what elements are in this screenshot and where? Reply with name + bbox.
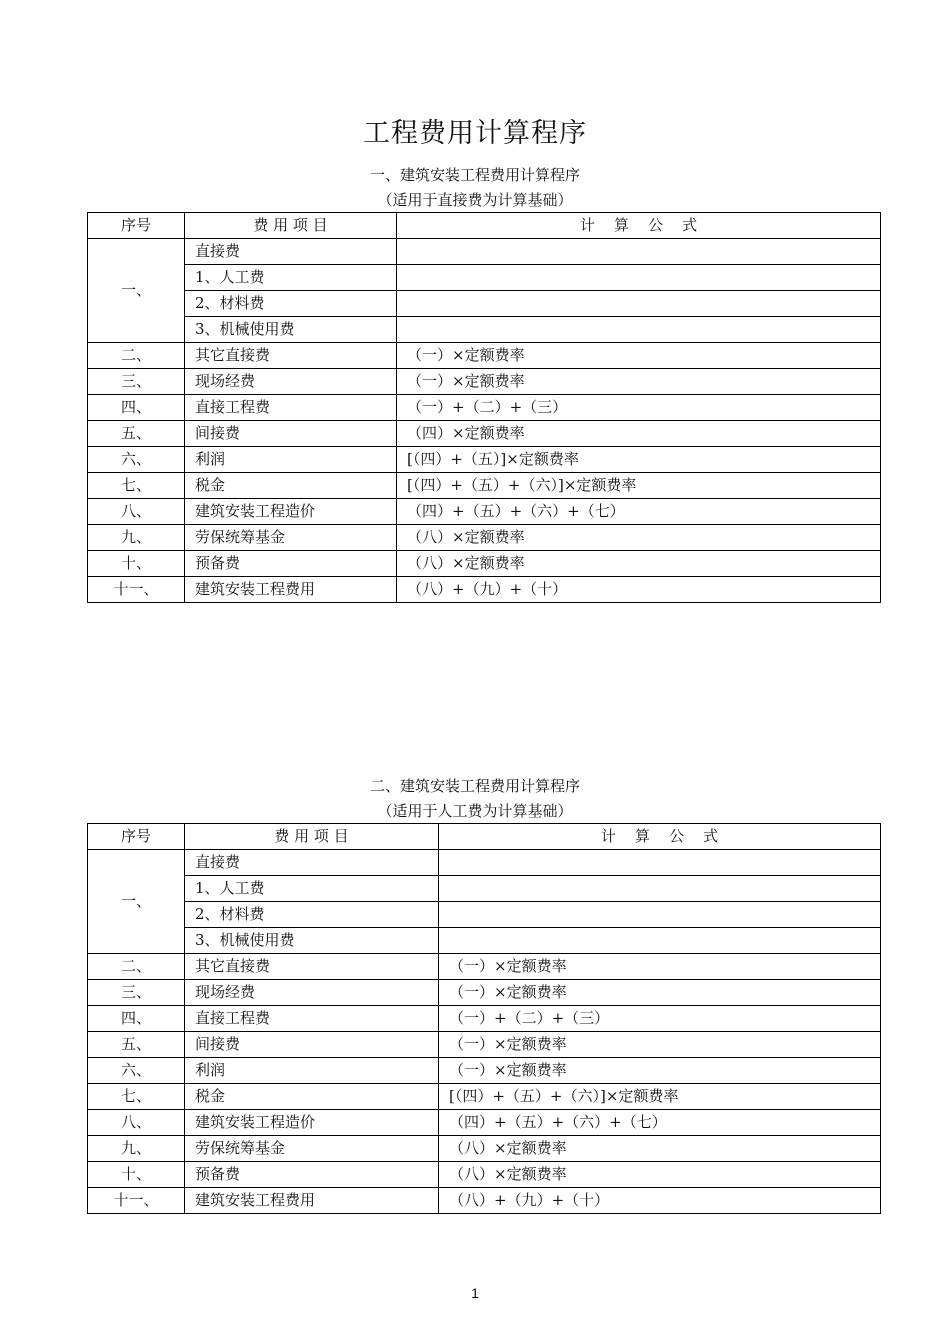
row-formula: [439, 902, 881, 928]
row-formula: （一）×定额费率: [397, 343, 881, 369]
table-row: [88, 1136, 881, 1162]
table-row: [88, 850, 881, 876]
row-formula: （一）×定额费率: [439, 1058, 881, 1084]
table-row: [88, 1162, 881, 1188]
row-item: 2、材料费: [185, 902, 439, 928]
section2-note: （适用于人工费为计算基础）: [377, 802, 573, 820]
row-item: 税金: [185, 1084, 439, 1110]
table-row: [88, 980, 881, 1006]
table-row: [88, 577, 881, 603]
row-item: 预备费: [185, 551, 397, 577]
row-formula: （一）+（二）+（三）: [397, 395, 881, 421]
col-header-formula: 计 算 公 式: [397, 213, 881, 239]
col-header-item: 费 用 项 目: [185, 824, 439, 850]
row-item: 1、人工费: [185, 265, 397, 291]
table-row: [88, 317, 881, 343]
row-seq: 七、: [88, 473, 185, 499]
table-row: [88, 1110, 881, 1136]
row-formula: [（四）+（五）+（六）]×定额费率: [439, 1084, 881, 1110]
row-formula: （八）+（九）+（十）: [397, 577, 881, 603]
row-item: 利润: [185, 1058, 439, 1084]
table-row: [88, 1058, 881, 1084]
row-item: 3、机械使用费: [185, 317, 397, 343]
row-item: 现场经费: [185, 369, 397, 395]
row-formula: [397, 265, 881, 291]
page-number: 1: [471, 1285, 479, 1301]
row-item: 建筑安装工程造价: [185, 499, 397, 525]
row-seq: 三、: [88, 980, 185, 1006]
header-row: [88, 824, 881, 850]
table-row: [88, 928, 881, 954]
row-item: 直接费: [185, 239, 397, 265]
table-row: [88, 291, 881, 317]
row-formula: [439, 928, 881, 954]
row-seq: 八、: [88, 1110, 185, 1136]
row-seq: 七、: [88, 1084, 185, 1110]
row-seq: 五、: [88, 1032, 185, 1058]
row-formula: （八）+（九）+（十）: [439, 1188, 881, 1214]
row-item: 利润: [185, 447, 397, 473]
row-item: 劳保统筹基金: [185, 525, 397, 551]
table-row: [88, 447, 881, 473]
table-row: [88, 876, 881, 902]
table-row: [88, 239, 881, 265]
row-seq: 九、: [88, 525, 185, 551]
row-seq: 一、: [88, 239, 185, 343]
row-formula: [（四）+（五）]×定额费率: [397, 447, 881, 473]
row-formula: （一）×定额费率: [439, 954, 881, 980]
section1-heading: 一、建筑安装工程费用计算程序: [369, 166, 580, 184]
row-seq: 十一、: [88, 577, 185, 603]
row-formula: [439, 850, 881, 876]
row-formula: （四）+（五）+（六）+（七）: [397, 499, 881, 525]
row-seq: 二、: [88, 954, 185, 980]
row-item: 间接费: [185, 1032, 439, 1058]
row-seq: 四、: [88, 1006, 185, 1032]
table-row: [88, 343, 881, 369]
table-row: [88, 551, 881, 577]
table-row: [88, 369, 881, 395]
row-item: 建筑安装工程费用: [185, 577, 397, 603]
row-formula: （一）×定额费率: [397, 369, 881, 395]
row-seq: 十、: [88, 1162, 185, 1188]
row-formula: [439, 876, 881, 902]
row-item: 劳保统筹基金: [185, 1136, 439, 1162]
section2-table: [87, 823, 881, 1214]
page-title: 工程费用计算程序: [363, 118, 587, 149]
section1-table: [87, 212, 881, 603]
table-row: [88, 1188, 881, 1214]
row-formula: [397, 239, 881, 265]
col-header-formula: 计 算 公 式: [439, 824, 881, 850]
row-seq: 二、: [88, 343, 185, 369]
row-seq: 十、: [88, 551, 185, 577]
row-item: 间接费: [185, 421, 397, 447]
row-formula: [（四）+（五）+（六）]×定额费率: [397, 473, 881, 499]
row-formula: [397, 317, 881, 343]
row-formula: （八）×定额费率: [397, 551, 881, 577]
table-row: [88, 265, 881, 291]
row-item: 直接工程费: [185, 395, 397, 421]
col-header-item: 费 用 项 目: [185, 213, 397, 239]
table-row: [88, 1084, 881, 1110]
table-row: [88, 954, 881, 980]
row-formula: （一）×定额费率: [439, 980, 881, 1006]
row-seq: 五、: [88, 421, 185, 447]
row-item: 预备费: [185, 1162, 439, 1188]
row-item: 其它直接费: [185, 954, 439, 980]
row-seq: 三、: [88, 369, 185, 395]
col-header-seq: 序号: [88, 213, 185, 239]
row-seq: 一、: [88, 850, 185, 954]
table-row: [88, 421, 881, 447]
row-seq: 四、: [88, 395, 185, 421]
table-row: [88, 1006, 881, 1032]
section1-note: （适用于直接费为计算基础）: [377, 191, 573, 209]
row-item: 税金: [185, 473, 397, 499]
row-seq: 六、: [88, 447, 185, 473]
table-row: [88, 1032, 881, 1058]
row-seq: 九、: [88, 1136, 185, 1162]
row-seq: 八、: [88, 499, 185, 525]
row-item: 建筑安装工程造价: [185, 1110, 439, 1136]
row-formula: （四）×定额费率: [397, 421, 881, 447]
row-item: 现场经费: [185, 980, 439, 1006]
table-row: [88, 525, 881, 551]
row-seq: 十一、: [88, 1188, 185, 1214]
row-formula: （八）×定额费率: [439, 1136, 881, 1162]
col-header-seq: 序号: [88, 824, 185, 850]
table-row: [88, 902, 881, 928]
row-formula: （八）×定额费率: [397, 525, 881, 551]
row-formula: （八）×定额费率: [439, 1162, 881, 1188]
row-item: 直接费: [185, 850, 439, 876]
row-item: 直接工程费: [185, 1006, 439, 1032]
row-formula: （一）×定额费率: [439, 1032, 881, 1058]
table-row: [88, 499, 881, 525]
row-item: 2、材料费: [185, 291, 397, 317]
row-seq: 六、: [88, 1058, 185, 1084]
row-item: 建筑安装工程费用: [185, 1188, 439, 1214]
row-item: 3、机械使用费: [185, 928, 439, 954]
row-item: 1、人工费: [185, 876, 439, 902]
row-item: 其它直接费: [185, 343, 397, 369]
row-formula: [397, 291, 881, 317]
row-formula: （四）+（五）+（六）+（七）: [439, 1110, 881, 1136]
header-row: [88, 213, 881, 239]
table-row: [88, 395, 881, 421]
row-formula: （一）+（二）+（三）: [439, 1006, 881, 1032]
table-row: [88, 473, 881, 499]
section2-heading: 二、建筑安装工程费用计算程序: [369, 777, 580, 795]
